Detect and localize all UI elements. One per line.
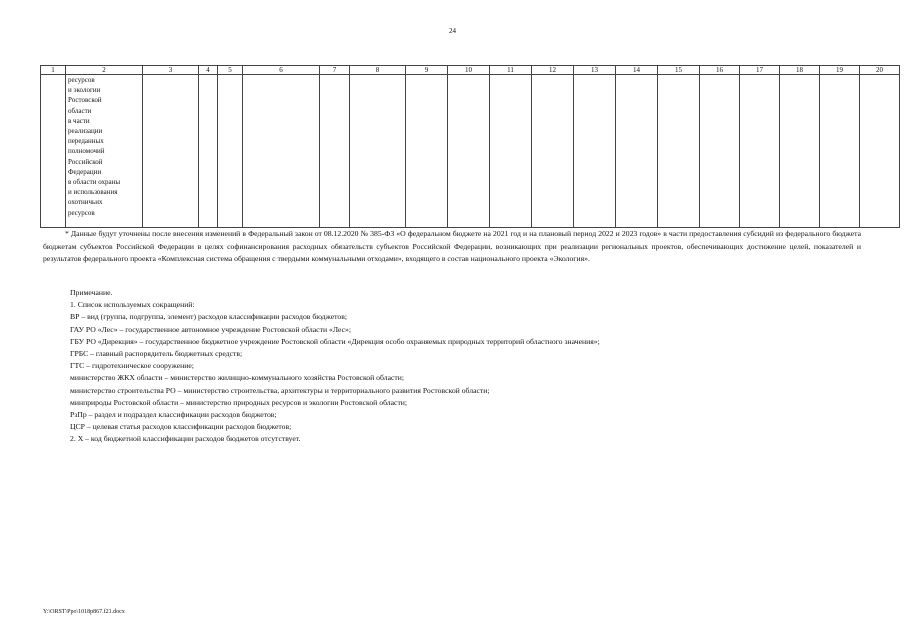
table-cell [243, 75, 320, 228]
column-header: 18 [780, 66, 820, 75]
table-cell [218, 75, 243, 228]
note-line: минприроды Ростовской области – министерство природных ресурсов и экологии Ростовской области; [70, 397, 408, 407]
column-header: 7 [320, 66, 350, 75]
column-header: 9 [406, 66, 448, 75]
table-cell [320, 75, 350, 228]
column-header: 10 [448, 66, 490, 75]
note-line: 1. Список используемых сокращений: [70, 300, 195, 310]
cell-line: реализации [68, 127, 103, 136]
cell-line: Ростовской [68, 96, 102, 105]
cell-line: и использования [68, 188, 118, 197]
table-row [41, 75, 900, 228]
cell-line: Федерации [68, 167, 102, 176]
note-line: 2. Х – код бюджетной классификации расходов бюджетов отсутствует. [70, 434, 301, 444]
note-line: ВР – вид (группа, подгруппа, элемент) расходов классификации расходов бюджетов; [70, 312, 348, 322]
table-cell [780, 75, 820, 228]
cell-line: охотничьих [68, 198, 103, 207]
column-header: 3 [143, 66, 199, 75]
cell-line: полномочий [68, 147, 105, 156]
note-line: ГТС – гидротехническое сооружение; [70, 361, 194, 371]
column-header: 15 [658, 66, 700, 75]
cell-line: Российской [68, 157, 103, 166]
table-cell [406, 75, 448, 228]
table-cell [448, 75, 490, 228]
table-cell-description [66, 75, 143, 228]
table-cell [490, 75, 532, 228]
page-number: 24 [449, 27, 456, 35]
column-header: 17 [740, 66, 780, 75]
column-header: 6 [243, 66, 320, 75]
table-header-row [41, 66, 900, 75]
table-cell [860, 75, 900, 228]
table-cell [820, 75, 860, 228]
budget-table [40, 65, 900, 228]
table-cell [350, 75, 406, 228]
column-header: 14 [616, 66, 658, 75]
column-header: 13 [574, 66, 616, 75]
note-line: ГБУ РО «Дирекция» – государственное бюджетное учреждение Ростовской области «Дирекция особо охраняемых природных территорий областного значения»; [70, 336, 600, 346]
table-cell [41, 75, 66, 228]
note-line: ЦСР – целевая статья расходов классификации расходов бюджетов; [70, 422, 292, 432]
note-line: ГАУ РО «Лес» – государственное автономное учреждение Ростовской области «Лес»; [70, 324, 351, 334]
column-header: 8 [350, 66, 406, 75]
footnote: * Данные будут уточнены после внесения изменений в Федеральный закон от 08.12.2020 № 385-ФЗ «О федеральном бюджете на 2021 год и на плановый период 2022 и 2023 годов» в части предоставления субсидий из федерального бюджета бюджетам субъектов Российской Федерации в целях софинансирования расходных обязательств субъектов Российской Федерации, возникающих при реализации региональных проектов, обеспечивающих достижение целей, показателей и результатов федерального проекта «Комплексная система обращения с твердыми коммунальными отходами», входящего в состав национального проекта «Экология». [43, 229, 861, 263]
note-line: ГРБС – главный распорядитель бюджетных средств; [70, 349, 243, 359]
cell-line: ресурсов [68, 76, 95, 84]
note-line: РзПр – раздел и подраздел классификации расходов бюджетов; [70, 410, 277, 420]
table-cell [532, 75, 574, 228]
notes-heading: Примечание. [70, 288, 113, 297]
column-header: 4 [199, 66, 218, 75]
table-cell [574, 75, 616, 228]
column-header: 2 [66, 66, 143, 75]
cell-line: области [68, 106, 92, 115]
cell-line: ресурсов [68, 208, 95, 217]
table-cell [616, 75, 658, 228]
column-header: 19 [820, 66, 860, 75]
table-cell [199, 75, 218, 228]
note-line: министерство строительства РО – министерство строительства, архитектуры и территориального развития Ростовской области; [70, 385, 490, 395]
table-cell [658, 75, 700, 228]
table-cell [143, 75, 199, 228]
cell-line: переданных [68, 137, 104, 146]
file-path: Y:\ORST\Ppo\1018p867.f21.docx [43, 609, 125, 615]
column-header: 20 [860, 66, 900, 75]
column-header: 12 [532, 66, 574, 75]
cell-line: и экологии [68, 86, 101, 95]
table-cell [740, 75, 780, 228]
column-header: 11 [490, 66, 532, 75]
column-header: 16 [700, 66, 740, 75]
cell-line: в области охраны [68, 178, 121, 187]
column-header: 1 [41, 66, 66, 75]
column-header: 5 [218, 66, 243, 75]
table-cell [700, 75, 740, 228]
notes-section [70, 287, 860, 446]
cell-line: в части [68, 116, 90, 125]
note-line: министерство ЖКХ области – министерство жилищно-коммунального хозяйства Ростовской области; [70, 373, 405, 383]
